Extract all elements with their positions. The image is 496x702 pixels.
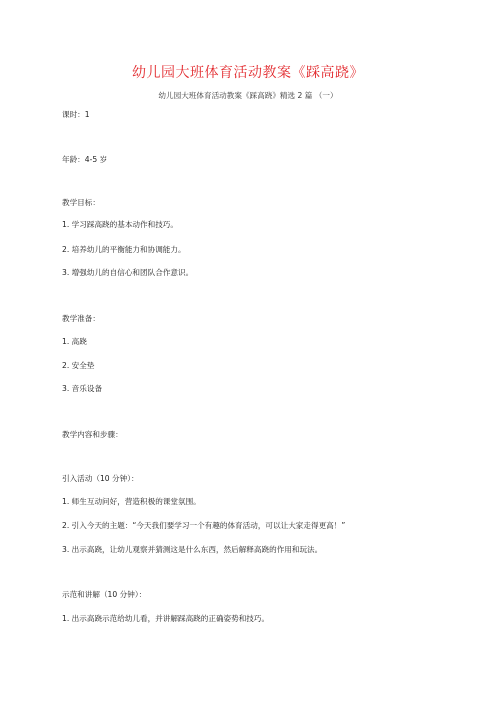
demo-item: 1. 出示高跷示范给幼儿看，并讲解踩高跷的正确姿势和技巧。 xyxy=(62,614,270,623)
prep-item: 3. 音乐设备 xyxy=(62,384,103,393)
goal-item: 2. 培养幼儿的平衡能力和协调能力。 xyxy=(62,245,186,254)
intro-item: 1. 师生互动问好，营造积极的课堂氛围。 xyxy=(62,497,201,506)
goal-item: 1. 学习踩高跷的基本动作和技巧。 xyxy=(62,220,178,229)
document-title: 幼儿园大班体育活动教案《踩高跷》 xyxy=(132,65,364,81)
class-hours-text: 课时：1 xyxy=(62,110,90,119)
prep-item: 1. 高跷 xyxy=(62,337,87,346)
document-subtitle: 幼儿园大班体育活动教案《踩高跷》精选 2 篇 （一） xyxy=(158,91,338,100)
prep-item: 2. 安全垫 xyxy=(62,361,95,370)
age-text: 年龄：4-5 岁 xyxy=(62,155,108,164)
goal-item: 3. 增强幼儿的自信心和团队合作意识。 xyxy=(62,268,194,277)
intro-item: 3. 出示高跷，让幼儿观察并猜测这是什么东西，然后解释高跷的作用和玩法。 xyxy=(62,545,323,554)
demo-heading: 示范和讲解（10 分钟）： xyxy=(62,590,147,599)
content-heading: 教学内容和步骤： xyxy=(62,430,123,439)
intro-heading: 引入活动（10 分钟）： xyxy=(62,474,139,483)
prep-heading: 教学准备： xyxy=(62,314,100,323)
intro-item: 2. 引入今天的主题：“今天我们要学习一个有趣的体育活动，可以让大家走得更高！” xyxy=(62,521,346,530)
goals-heading: 教学目标： xyxy=(62,198,100,207)
